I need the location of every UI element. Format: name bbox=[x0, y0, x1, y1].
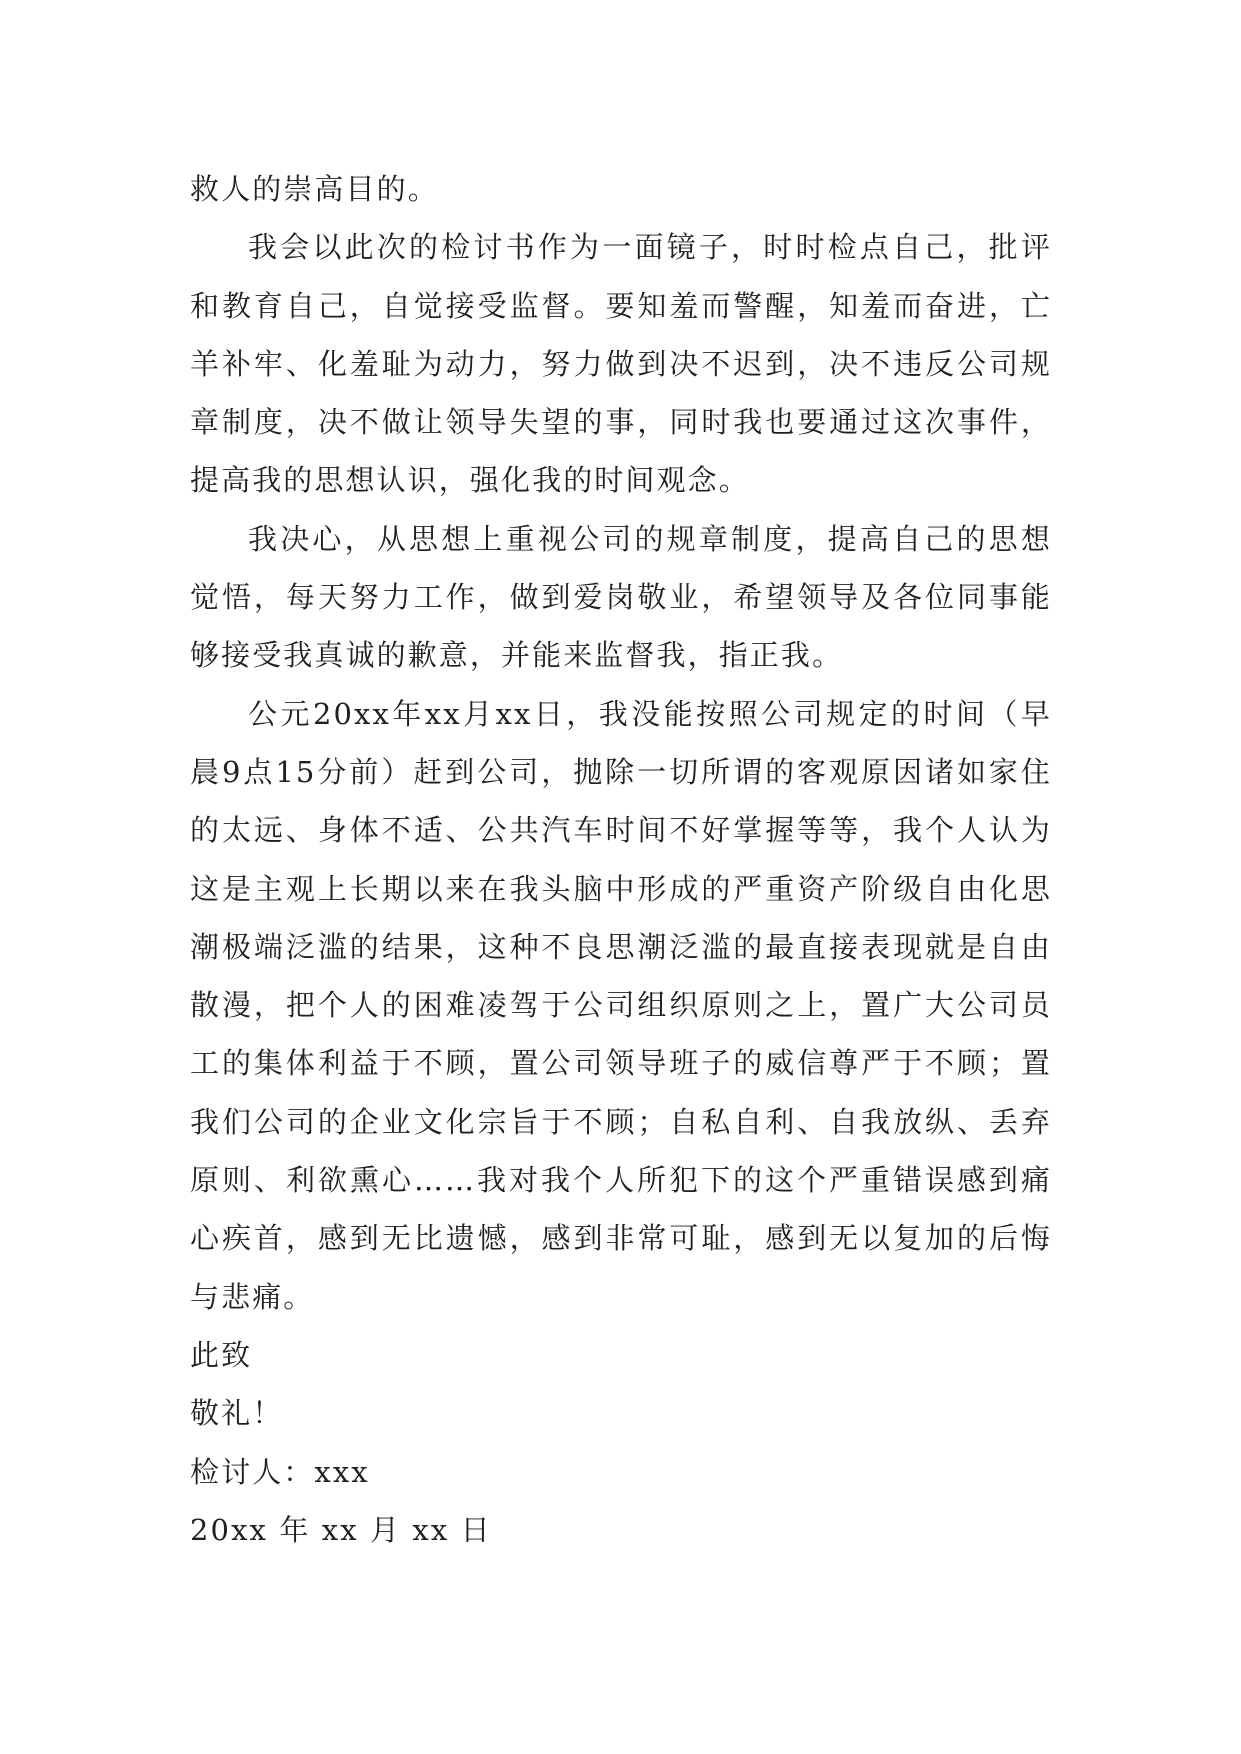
paragraph-incident: 公元20xx年xx月xx日，我没能按照公司规定的时间（早晨9点15分前）赶到公司，抛除一切所谓的客观原因诸如家住的太远、身体不适、公共汽车时间不好掌握等等，我个人认为这是主观上长期以来在我头脑中形成的严重资产阶级自由化思潮极端泛滥的结果，这种不良思潮泛滥的最直接表现就是自由散漫，把个人的困难凌驾于公司组织原则之上，置广大公司员工的集体利益于不顾，置公司领导班子的威信尊严于不顾；置我们公司的企业文化宗旨于不顾；自私自利、自我放纵、丢弃原则、利欲熏心……我对我个人所犯下的这个严重错误感到痛心疾首，感到无比遗憾，感到非常可耻，感到无以复加的后悔与悲痛。 bbox=[190, 696, 1052, 1314]
paragraph-resolve: 我决心，从思想上重视公司的规章制度，提高自己的思想觉悟，每天努力工作，做到爱岗敬业，希望领导及各位同事能够接受我真诚的歉意，并能来监督我，指正我。 bbox=[190, 521, 1052, 673]
signer-line: 检讨人：xxx bbox=[190, 1454, 370, 1489]
paragraph-continuation: 救人的崇高目的。 bbox=[190, 172, 439, 206]
document-body bbox=[190, 160, 1052, 1559]
paragraph-mirror: 我会以此次的检讨书作为一面镜子，时时检点自己，批评和教育自己，自觉接受监督。要知羞而警醒，知羞而奋进，亡羊补牢、化羞耻为动力，努力做到决不迟到，决不违反公司规章制度，决不做让领导失望的事，同时我也要通过这次事件，提高我的思想认识，强化我的时间观念。 bbox=[190, 230, 1052, 498]
closing-regards: 敬礼！ bbox=[190, 1396, 284, 1431]
closing-salutation: 此致 bbox=[190, 1337, 253, 1372]
date-line: 20xx 年 xx 月 xx 日 bbox=[190, 1512, 492, 1547]
